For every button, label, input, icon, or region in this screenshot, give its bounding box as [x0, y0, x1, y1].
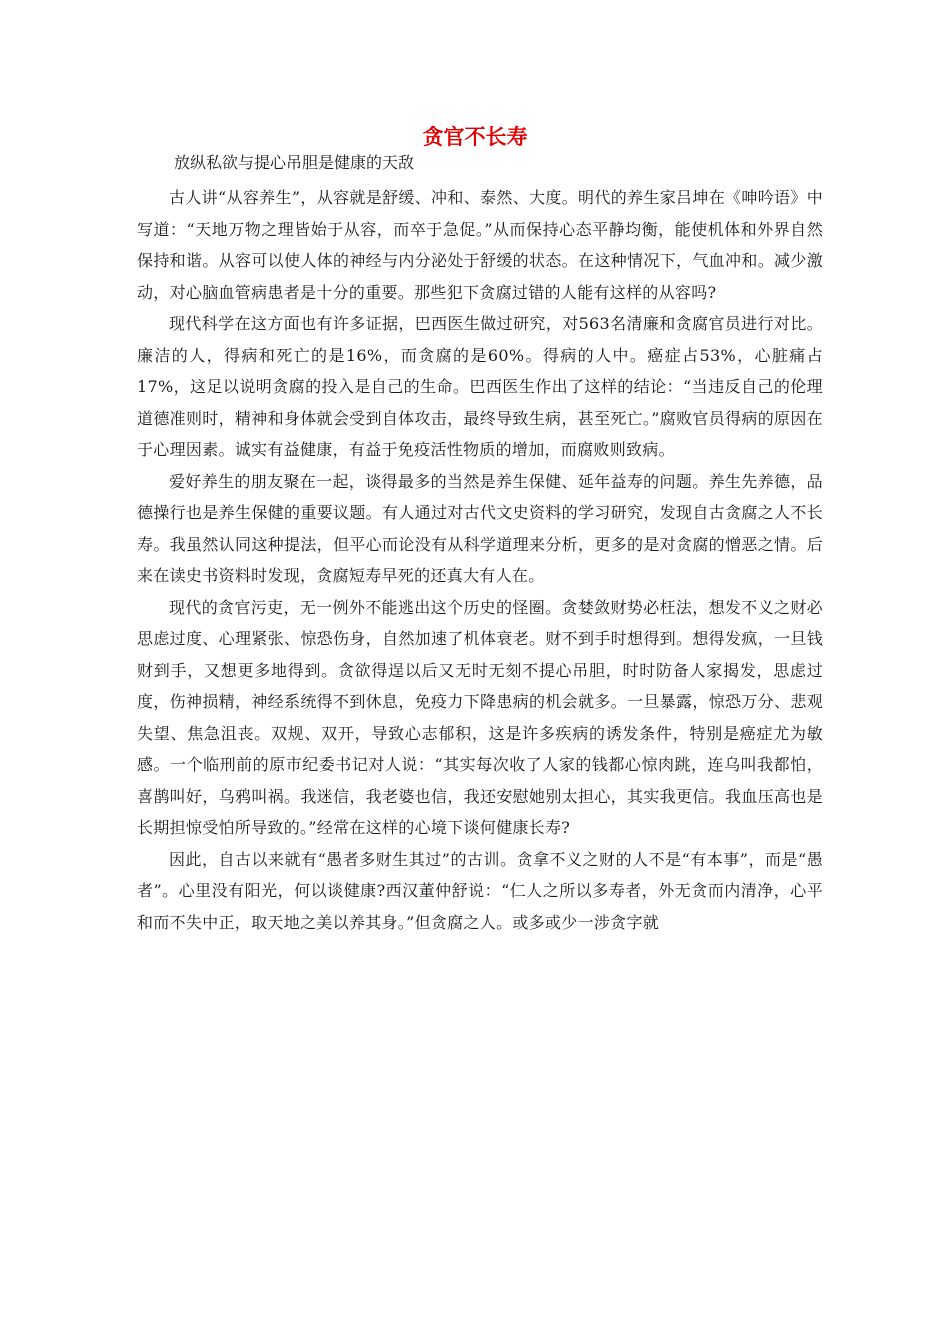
paragraph-1: 古人讲“从容养生”，从容就是舒缓、冲和、泰然、大度。明代的养生家吕坤在《呻吟语》中写道：“天地万物之理皆始于从容，而卒于急促。”从而保持心态平静均衡，能使机体和外界自然保持和谐。从容可以使人体的神经与内分泌处于舒缓的状态。在这种情况下，气血冲和。减少激动，对心脑血管病患者是十分的重要。那些犯下贪腐过错的人能有这样的从容吗? — [137, 188, 823, 302]
paragraph-2: 现代科学在这方面也有许多证据，巴西医生做过研究，对563名清廉和贪腐官员进行对比。廉洁的人，得病和死亡的是16%，而贪腐的是60%。得病的人中。癌症占53%，心脏痛占17%，这足以说明贪腐的投入是自己的生命。巴西医生作出了这样的结论：“当违反自己的伦理道德准则时，精神和身体就会受到自体攻击，最终导致生病，甚至死亡。”腐败官员得病的原因在于心理因素。诚实有益健康，有益于免疫活性物质的增加，而腐败则致病。 — [137, 314, 823, 459]
document-subtitle: 放纵私欲与提心吊胆是健康的天敌 — [174, 153, 415, 172]
paragraph-4: 现代的贪官污吏，无一例外不能逃出这个历史的怪圈。贪婪敛财势必枉法，想发不义之财必思虑过度、心理紧张、惊恐伤身，自然加速了机体衰老。财不到手时想得到。想得发疯，一旦钱财到手，又想更多地得到。贪欲得逞以后又无时无刻不提心吊胆，时时防备人家揭发，思虑过度，伤神损精，神经系统得不到休息，免疫力下降患病的机会就多。一旦暴露，惊恐万分、悲观失望、焦急沮丧。双规、双开，导致心志郁积，这是许多疾病的诱发条件，特别是癌症尤为敏感。一个临刑前的原市纪委书记对人说：“其实每次收了人家的钱都心惊肉跳，连乌叫我都怕，喜鹊叫好，乌鸦叫祸。我迷信，我老婆也信，我还安慰她别太担心，其实我更信。我血压高也是长期担惊受怕所导致的。”经常在这样的心境下谈何健康长寿? — [137, 597, 823, 837]
document-title: 贪官不长寿 — [422, 124, 528, 149]
document-body — [137, 182, 823, 938]
paragraph-5: 因此，自古以来就有“愚者多财生其过”的古训。贪拿不义之财的人不是“有本事”，而是“愚者”。心里没有阳光，何以谈健康?西汉董仲舒说：“仁人之所以多寿者，外无贪而内清净，心平和而不失中正，取天地之美以养其身。”但贪腐之人。或多或少一涉贪字就 — [137, 849, 823, 932]
paragraph-3: 爱好养生的朋友聚在一起，谈得最多的当然是养生保健、延年益寿的问题。养生先养德，品德操行也是养生保健的重要议题。有人通过对古代文史资料的学习研究，发现自古贪腐之人不长寿。我虽然认同这种提法，但平心而论没有从科学道理来分析，更多的是对贪腐的憎恶之情。后来在读史书资料时发现，贪腐短寿早死的还真大有人在。 — [137, 471, 823, 585]
